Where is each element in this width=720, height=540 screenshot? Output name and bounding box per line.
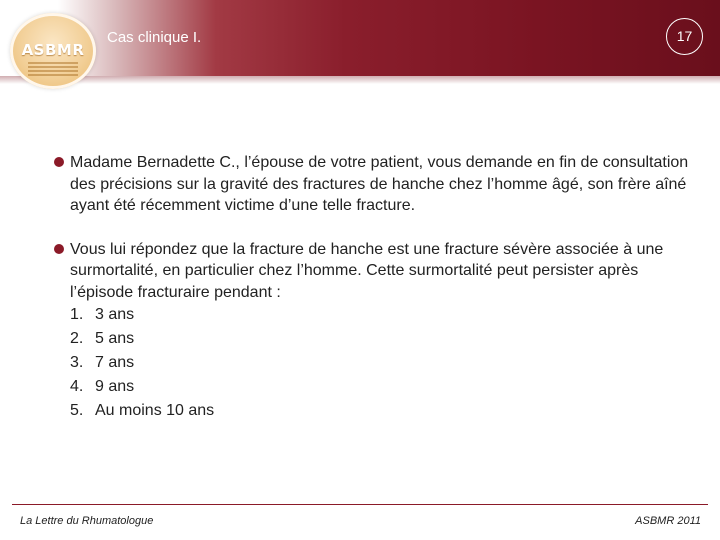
bullet-dot-icon xyxy=(54,244,64,254)
option-number: 1. xyxy=(70,306,84,323)
bullet-dot-icon xyxy=(54,157,64,167)
slide-content xyxy=(54,152,694,445)
footer-divider xyxy=(12,504,708,505)
bullet-text: Madame Bernadette C., l’épouse de votre patient, vous demande en fin de consultation des précisions sur la gravité des fractures de hanche chez l’homme âgé, son frère aîné ayant été récemment victime d’une telle fracture. xyxy=(70,154,689,214)
footer-source: La Lettre du Rhumatologue xyxy=(20,515,154,527)
bullet-item-question xyxy=(54,239,694,424)
asbmr-logo xyxy=(10,13,96,89)
answer-option[interactable] xyxy=(70,303,694,327)
logo-text: ASBMR xyxy=(21,41,85,59)
answer-option[interactable] xyxy=(70,375,694,399)
option-label: 7 ans xyxy=(95,354,135,371)
option-label: 3 ans xyxy=(95,306,135,323)
option-number: 2. xyxy=(70,330,84,347)
logo-subtext-graphic xyxy=(28,62,78,64)
page-number-badge: 17 xyxy=(666,18,703,55)
answer-option[interactable] xyxy=(70,399,694,423)
option-number: 3. xyxy=(70,354,84,371)
answer-options xyxy=(70,303,694,423)
option-number: 5. xyxy=(70,402,84,419)
answer-option[interactable] xyxy=(70,351,694,375)
slide-title: Cas clinique I. xyxy=(107,29,202,46)
option-label: Au moins 10 ans xyxy=(95,402,215,419)
option-number: 4. xyxy=(70,378,84,395)
footer-copyright: ASBMR 2011 xyxy=(635,515,701,527)
answer-option[interactable] xyxy=(70,327,694,351)
bullet-text: Vous lui répondez que la fracture de hanche est une fracture sévère associée à une surmortalité, en particulier chez l’homme. Cette surmortalité peut persister après l’épisode fracturaire pendant : xyxy=(70,240,664,301)
option-label: 5 ans xyxy=(95,330,135,347)
bullet-item-context xyxy=(54,152,694,217)
header-shadow xyxy=(0,76,720,84)
option-label: 9 ans xyxy=(95,378,135,395)
